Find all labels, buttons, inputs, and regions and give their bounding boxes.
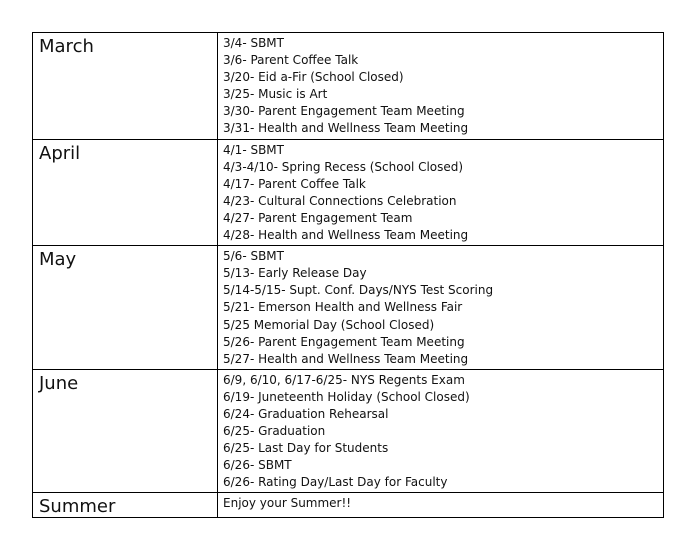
event-list — [218, 369, 664, 493]
event-item: 3/31- Health and Wellness Team Meeting — [223, 121, 469, 136]
event-item: 4/1- SBMT — [223, 142, 284, 157]
month-row-april — [33, 139, 664, 246]
month-label: June — [33, 369, 218, 493]
event-list — [218, 139, 664, 246]
event-item: 4/17- Parent Coffee Talk — [223, 176, 366, 191]
event-item: 3/6- Parent Coffee Talk — [223, 53, 359, 68]
event-item: 6/26- SBMT — [223, 458, 292, 473]
event-item: 6/25- Last Day for Students — [223, 441, 389, 456]
event-item: 4/28- Health and Wellness Team Meeting — [223, 228, 469, 243]
event-item: 6/19- Juneteenth Holiday (School Closed) — [223, 389, 470, 404]
event-item: 4/3-4/10- Spring Recess (School Closed) — [223, 159, 464, 174]
event-item: 3/4- SBMT — [223, 36, 284, 50]
month-row-summer — [33, 493, 664, 518]
month-row-may — [33, 246, 664, 370]
month-label: March — [33, 33, 218, 140]
event-item: 3/25- Music is Art — [223, 87, 328, 102]
event-list — [218, 33, 664, 140]
month-label: May — [33, 246, 218, 370]
month-row-march — [33, 33, 664, 140]
event-item: 6/25- Graduation — [223, 424, 326, 439]
event-item: 5/26- Parent Engagement Team Meeting — [223, 334, 465, 349]
event-item: 6/24- Graduation Rehearsal — [223, 406, 389, 421]
calendar-table — [32, 32, 664, 518]
event-item: 5/27- Health and Wellness Team Meeting — [223, 351, 469, 366]
month-row-june — [33, 369, 664, 493]
event-item: 4/23- Cultural Connections Celebration — [223, 193, 457, 208]
month-label: April — [33, 139, 218, 246]
event-item: 5/13- Early Release Day — [223, 266, 367, 281]
event-item: 3/30- Parent Engagement Team Meeting — [223, 104, 465, 119]
event-list — [218, 246, 664, 370]
event-item: Enjoy your Summer!! — [223, 496, 352, 511]
month-label: Summer — [33, 493, 218, 518]
event-item: 6/9, 6/10, 6/17-6/25- NYS Regents Exam — [223, 372, 465, 387]
calendar-body — [33, 33, 664, 518]
event-item: 3/20- Eid a-Fir (School Closed) — [223, 70, 404, 85]
event-item: 5/6- SBMT — [223, 249, 284, 264]
event-item: 4/27- Parent Engagement Team — [223, 210, 413, 225]
event-item: 5/25 Memorial Day (School Closed) — [223, 317, 435, 332]
event-list — [218, 493, 664, 518]
event-item: 5/14-5/15- Supt. Conf. Days/NYS Test Scoring — [223, 283, 494, 298]
event-item: 5/21- Emerson Health and Wellness Fair — [223, 300, 463, 315]
event-item: 6/26- Rating Day/Last Day for Faculty — [223, 475, 448, 490]
